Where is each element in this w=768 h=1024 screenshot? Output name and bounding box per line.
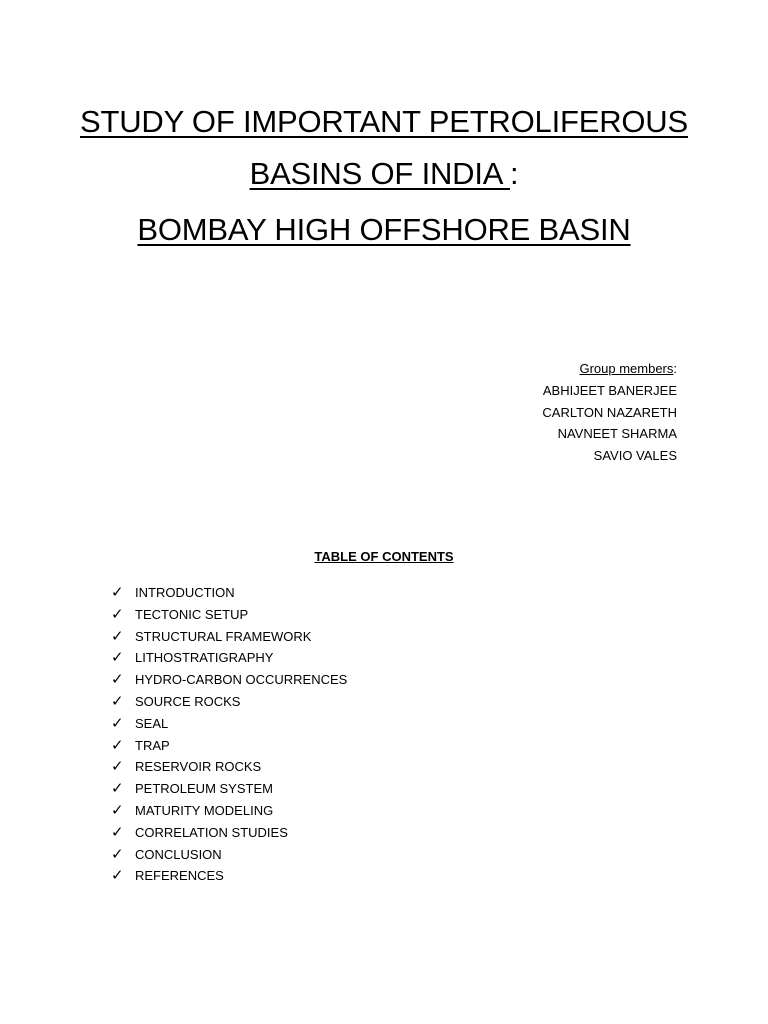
toc-item: ✓ TRAP	[111, 735, 347, 757]
check-icon: ✓	[111, 713, 124, 732]
check-icon: ✓	[111, 691, 124, 710]
member-name: SAVIO VALES	[593, 448, 677, 464]
toc-item: ✓ SOURCE ROCKS	[111, 691, 347, 713]
toc-item: ✓ CORRELATION STUDIES	[111, 822, 347, 844]
check-icon: ✓	[111, 822, 124, 841]
member-name: CARLTON NAZARETH	[542, 404, 677, 420]
group-members-label: Group members	[579, 361, 674, 376]
toc-item: ✓ PETROLEUM SYSTEM	[111, 778, 347, 800]
toc-heading: TABLE OF CONTENTS	[314, 549, 454, 564]
toc-item: ✓ RESERVOIR ROCKS	[111, 756, 347, 778]
check-icon: ✓	[111, 670, 124, 689]
check-icon: ✓	[111, 735, 124, 754]
check-icon: ✓	[111, 648, 124, 667]
check-icon: ✓	[111, 844, 124, 863]
check-icon: ✓	[111, 604, 124, 623]
check-icon: ✓	[111, 866, 124, 885]
toc-item: ✓ INTRODUCTION	[111, 582, 347, 604]
toc-item: ✓ SEAL	[111, 713, 347, 735]
toc-item: ✓ REFERENCES	[111, 865, 347, 887]
document-subtitle	[0, 208, 768, 252]
title-line-2: BASINS OF INDIA	[249, 156, 510, 191]
check-icon: ✓	[111, 583, 124, 601]
toc-item: ✓ STRUCTURAL FRAMEWORK	[111, 626, 347, 648]
check-icon: ✓	[111, 779, 124, 798]
toc-item: ✓ LITHOSTRATIGRAPHY	[111, 647, 347, 669]
group-members-colon: :	[673, 361, 677, 376]
toc-item: ✓ HYDRO-CARBON OCCURRENCES	[111, 669, 347, 691]
member-name: ABHIJEET BANERJEE	[542, 382, 677, 398]
title-line-1: STUDY OF IMPORTANT PETROLIFEROUS	[80, 104, 688, 139]
group-members	[542, 358, 677, 467]
toc-item: ✓ TECTONIC SETUP	[111, 604, 347, 626]
member-name: NAVNEET SHARMA	[557, 426, 677, 442]
check-icon: ✓	[111, 757, 124, 776]
toc-item: ✓ MATURITY MODELING	[111, 800, 347, 822]
check-icon: ✓	[111, 800, 124, 819]
check-icon: ✓	[111, 626, 124, 645]
toc-list	[111, 582, 347, 887]
title-colon: :	[509, 156, 519, 191]
toc-item: ✓ CONCLUSION	[111, 844, 347, 866]
subtitle-text: BOMBAY HIGH OFFSHORE BASIN	[137, 212, 631, 247]
document-title	[0, 96, 768, 200]
